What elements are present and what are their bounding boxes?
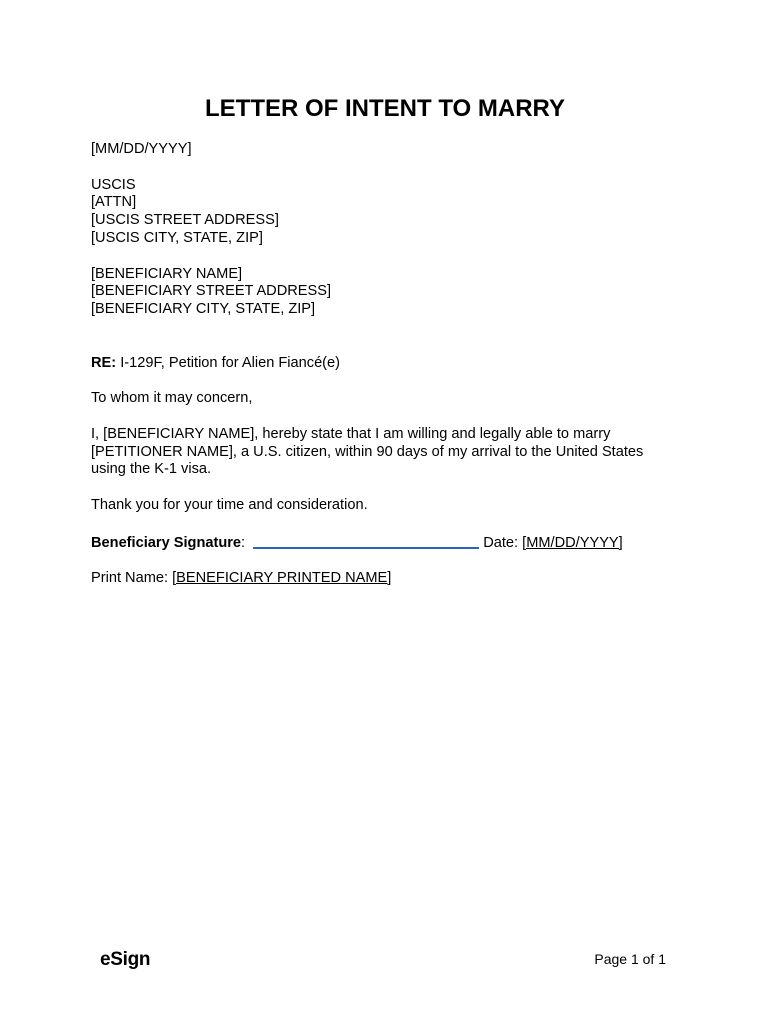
re-text: I-129F, Petition for Alien Fiancé(e) — [116, 354, 341, 371]
recipient-line-3: [USCIS STREET ADDRESS] — [91, 212, 279, 229]
print-name-row — [91, 570, 691, 588]
recipient-line-1: USCIS — [91, 176, 136, 193]
sender-address — [91, 266, 691, 319]
re-line — [91, 355, 691, 373]
signature-field[interactable] — [253, 533, 479, 549]
letter-body — [91, 141, 691, 606]
recipient-address — [91, 177, 691, 248]
print-name-label: Print Name: — [91, 570, 173, 587]
esign-logo: eSign — [100, 949, 151, 970]
re-label: RE: — [91, 354, 117, 371]
sender-line-3: [BENEFICIARY CITY, STATE, ZIP] — [91, 301, 316, 318]
body-paragraph — [91, 426, 691, 479]
signature-colon: : — [241, 534, 246, 551]
letter-date: [MM/DD/YYYY] — [91, 141, 192, 157]
date-block — [91, 141, 691, 159]
closing: Thank you for your time and consideration. — [91, 496, 368, 513]
body-line-3: using the K-1 visa. — [91, 461, 212, 478]
signature-row — [91, 533, 691, 553]
signature-date-value[interactable]: [MM/DD/YYYY] — [522, 534, 623, 551]
sender-line-2: [BENEFICIARY STREET ADDRESS] — [91, 283, 332, 300]
sender-line-1: [BENEFICIARY NAME] — [91, 265, 243, 282]
document-title: LETTER OF INTENT TO MARRY — [205, 95, 565, 122]
body-line-2: [PETITIONER NAME], a U.S. citizen, within 90 days of my arrival to the United States — [91, 443, 644, 460]
date-label: Date: — [479, 534, 523, 551]
salutation: To whom it may concern, — [91, 390, 253, 407]
signature-label: Beneficiary Signature — [91, 534, 242, 551]
recipient-line-2: [ATTN] — [91, 194, 137, 211]
recipient-line-4: [USCIS CITY, STATE, ZIP] — [91, 229, 263, 246]
page-number: Page 1 of 1 — [594, 951, 666, 967]
print-name-value[interactable]: [BENEFICIARY PRINTED NAME] — [172, 570, 392, 587]
body-line-1: I, [BENEFICIARY NAME], hereby state that I am willing and legally able to marry — [91, 425, 611, 442]
